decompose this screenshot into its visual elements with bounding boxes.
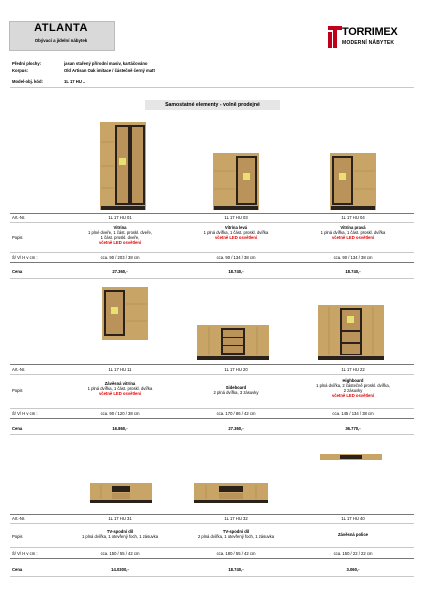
body-label: Korpus: bbox=[12, 68, 29, 73]
art-label: Art.-Nr. bbox=[12, 516, 26, 521]
product-desc-line: 1 plná dvířka, 1 otevřený foch, 1 zásuvka bbox=[81, 534, 159, 539]
row-divider bbox=[10, 364, 414, 365]
price: 14.0300,- bbox=[111, 567, 129, 572]
product-image-zavesna-police bbox=[320, 454, 382, 460]
page-title: ATLANTA bbox=[34, 22, 88, 34]
art-number: 1L 17 HU 31 bbox=[108, 516, 132, 521]
dimensions: cca. 180 / 55 / 42 cm bbox=[216, 551, 256, 556]
art-label: Art.-Nr. bbox=[12, 215, 26, 220]
product-name: Vitrína bbox=[113, 225, 127, 230]
product-desc-line: 1 plné dveře, 1 část. proskl. dveře, bbox=[87, 230, 152, 235]
popis-label: Popis bbox=[12, 388, 23, 393]
product-name: TV-spodní díl bbox=[222, 529, 250, 534]
dimensions: cca. 150 / 22 / 22 cm bbox=[333, 551, 373, 556]
product-desc-line: 1 plná dvířka, 2 částečně proskl. dvířka, bbox=[316, 383, 390, 388]
art-number: 1L 17 HU 20 bbox=[224, 367, 248, 372]
dimensions: cca. 170 / 86 / 42 cm bbox=[216, 411, 256, 416]
price: 18.740,- bbox=[228, 269, 244, 274]
row-divider bbox=[10, 523, 414, 524]
product-description bbox=[60, 529, 180, 539]
product-name: Vitrína levá bbox=[224, 225, 248, 230]
product-desc-line: 2 plná dvířka, 1 otevřený foch, 1 zásuvka bbox=[197, 534, 275, 539]
dims-label: Š/ V/ H v cm : bbox=[12, 255, 38, 260]
price: 3.060,- bbox=[346, 567, 360, 572]
front-value: jasan stařený přírodní masiv, kartáčováno bbox=[64, 61, 148, 66]
product-description bbox=[293, 532, 413, 537]
product-image-tv-dil-31 bbox=[90, 483, 152, 503]
brand-tagline: MODERNÍ NÁBYTEK bbox=[342, 40, 395, 46]
product-image-vitrina bbox=[100, 122, 146, 210]
cena-label: Cena bbox=[12, 567, 23, 572]
led-note: včetně LED osvětlení bbox=[98, 240, 142, 245]
product-description bbox=[293, 378, 413, 398]
body-value: Old Artisan Oak imitace / částečně černý matt bbox=[64, 68, 155, 73]
dimensions: cca. 145 / 134 / 38 cm bbox=[332, 411, 374, 416]
product-image-tv-dil-32 bbox=[194, 483, 268, 503]
product-name: Sideboard bbox=[225, 385, 247, 390]
product-image-zavesna-vitrina bbox=[102, 287, 148, 340]
dimensions: cca. 90 / 134 / 38 cm bbox=[333, 255, 373, 260]
row-divider bbox=[10, 418, 414, 419]
row-divider bbox=[10, 222, 414, 223]
popis-label: Popis bbox=[12, 534, 23, 539]
page-subtitle: Obývací a jídelní nábytek bbox=[34, 38, 88, 43]
product-name: Závěsná vitrína bbox=[104, 381, 136, 386]
dimensions: cca. 90 / 203 / 38 cm bbox=[100, 255, 140, 260]
product-description bbox=[293, 225, 413, 240]
divider bbox=[10, 87, 414, 88]
price: 18.740,- bbox=[228, 567, 244, 572]
product-name: Highboard bbox=[342, 378, 364, 383]
product-desc-line: 1 plná dvířka, 1 část. proskl. dvířka bbox=[203, 230, 269, 235]
row-divider bbox=[10, 558, 414, 559]
product-name: Vitrína pravá bbox=[340, 225, 366, 230]
product-desc-line: 2 plná dvířka, 3 zásuvky bbox=[213, 390, 259, 395]
row-divider bbox=[10, 547, 414, 548]
product-image-sideboard bbox=[197, 325, 269, 360]
price: 16.860,- bbox=[112, 426, 128, 431]
led-note: včetně LED osvětlení bbox=[331, 393, 375, 398]
cena-label: Cena bbox=[12, 426, 23, 431]
art-number: 1L 17 HU 32 bbox=[224, 516, 248, 521]
price: 36.770,- bbox=[345, 426, 361, 431]
dimensions: cca. 90 / 134 / 38 cm bbox=[216, 255, 256, 260]
row-divider bbox=[10, 262, 414, 263]
brand-logo-icon bbox=[328, 26, 342, 48]
product-image-vitrina-prava bbox=[330, 153, 376, 210]
led-note: včetně LED osvětlení bbox=[331, 235, 375, 240]
product-description bbox=[60, 381, 180, 396]
dims-label: Š/ V/ H v cm : bbox=[12, 551, 38, 556]
dims-label: Š/ V/ H v cm : bbox=[12, 411, 38, 416]
art-number: 1L 17 HU 22 bbox=[341, 367, 365, 372]
row-divider bbox=[10, 434, 414, 435]
brand-name: TORRIMEX bbox=[342, 26, 398, 38]
dimensions: cca. 150 / 55 / 42 cm bbox=[100, 551, 140, 556]
product-desc-line: 2 zásuvky bbox=[343, 388, 363, 393]
product-desc-line: 1 část. proskl. dveře, bbox=[100, 235, 140, 240]
product-name: TV-spodní díl bbox=[106, 529, 134, 534]
cena-label: Cena bbox=[12, 269, 23, 274]
product-image-vitrina-leva bbox=[213, 153, 259, 210]
price: 27.360,- bbox=[228, 426, 244, 431]
row-divider bbox=[10, 514, 414, 515]
art-number: 1L 17 HU 11 bbox=[108, 367, 132, 372]
led-note: včetně LED osvětlení bbox=[98, 391, 142, 396]
row-divider bbox=[10, 576, 414, 577]
price: 18.740,- bbox=[345, 269, 361, 274]
product-image-highboard bbox=[318, 305, 384, 360]
product-description bbox=[176, 225, 296, 240]
row-divider bbox=[10, 374, 414, 375]
product-desc-line: 1 plná dvířka, 1 část. proskl. dvířka bbox=[87, 386, 153, 391]
popis-label: Popis bbox=[12, 235, 23, 240]
product-name: Závěsná police bbox=[337, 532, 369, 537]
art-number: 1L 17 HU 01 bbox=[108, 215, 132, 220]
art-number: 1L 17 HU 04 bbox=[341, 215, 365, 220]
art-number: 1L 17 HU 03 bbox=[224, 215, 248, 220]
price: 27.360,- bbox=[112, 269, 128, 274]
row-divider bbox=[10, 252, 414, 253]
row-divider bbox=[10, 213, 414, 214]
product-description bbox=[176, 385, 296, 395]
model-label: Model-obj. kód: bbox=[12, 79, 43, 84]
product-desc-line: 1 plná dvířka, 1 část. proskl. dvířka bbox=[320, 230, 386, 235]
art-label: Art.-Nr. bbox=[12, 367, 26, 372]
row-divider bbox=[10, 278, 414, 279]
art-number: 1L 17 HU 40 bbox=[341, 516, 365, 521]
front-label: Přední plochy: bbox=[12, 61, 42, 66]
section-banner: Samostatné elementy - volně prodejné bbox=[145, 100, 280, 110]
product-description bbox=[176, 529, 296, 539]
dimensions: cca. 90 / 120 / 38 cm bbox=[100, 411, 140, 416]
row-divider bbox=[10, 408, 414, 409]
model-value: 1L 17 HU .. bbox=[64, 79, 86, 84]
led-note: včetně LED osvětlení bbox=[214, 235, 258, 240]
product-description bbox=[60, 225, 180, 245]
